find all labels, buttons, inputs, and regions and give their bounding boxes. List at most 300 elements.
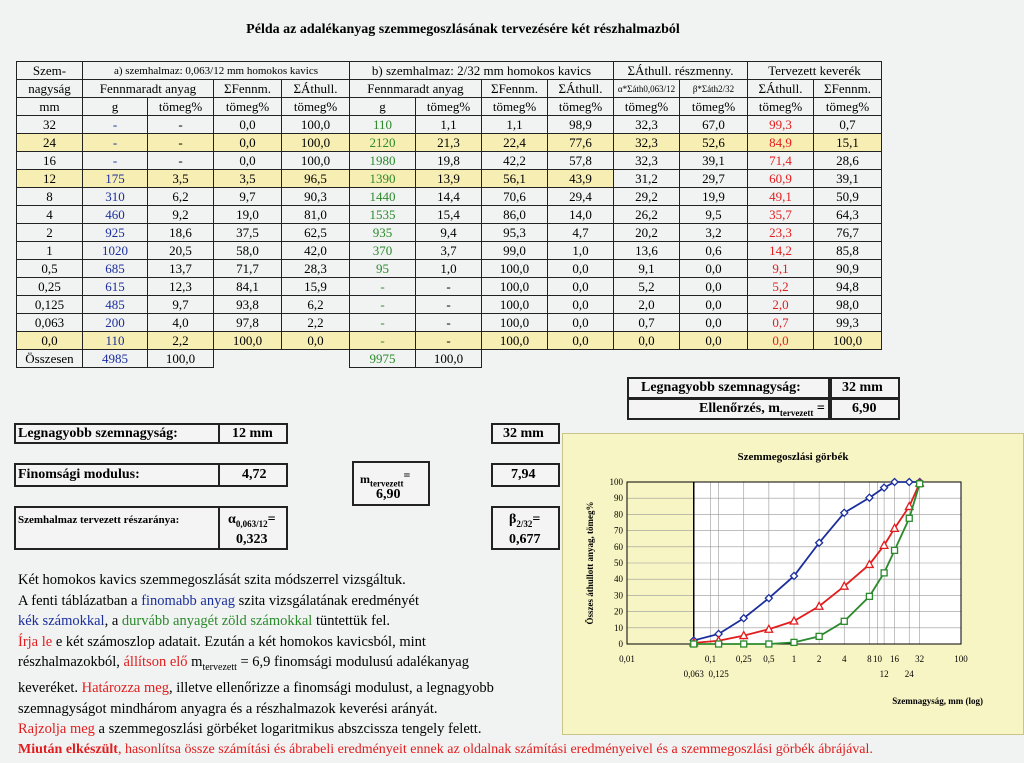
y-tick-label: 30 [614, 590, 623, 601]
table-cell: 1,0 [548, 242, 614, 260]
fineness-label: Finomsági modulus: [18, 467, 140, 482]
table-cell: 29,7 [680, 170, 748, 188]
table-cell: 56,1 [482, 170, 548, 188]
table-cell: 28,3 [282, 260, 350, 278]
header-cell: ΣFennm. [814, 80, 882, 98]
table-row [17, 170, 882, 188]
table-cell: 15,1 [814, 134, 882, 152]
table-cell: 86,0 [482, 206, 548, 224]
table-cell: 2 [17, 224, 83, 242]
table-cell: 1020 [83, 242, 148, 260]
table-cell: 0,0 [680, 332, 748, 350]
empty-cell [214, 350, 282, 368]
header-cell: ΣFennm. [482, 80, 548, 98]
table-cell: - [83, 134, 148, 152]
y-tick-label: 70 [614, 525, 623, 536]
total-a-g: 4985 [83, 350, 148, 368]
max-size-a-box [218, 423, 288, 444]
text-segment: keveréket. [18, 680, 82, 697]
table-cell: 39,1 [680, 152, 748, 170]
table-cell: 3,2 [680, 224, 748, 242]
table-cell: 100,0 [814, 332, 882, 350]
x-tick-label: 0,5 [763, 654, 775, 664]
table-cell: 15,4 [416, 206, 482, 224]
data-point [906, 515, 912, 521]
y-tick-label: 40 [614, 574, 623, 585]
table-cell: 460 [83, 206, 148, 224]
table-cell: 70,6 [482, 188, 548, 206]
table-cell: 0,0 [214, 116, 282, 134]
header-unit-cell: tömeg% [548, 98, 614, 116]
table-cell: 99,3 [748, 116, 814, 134]
y-tick-label: 60 [614, 541, 623, 552]
y-tick-label: 90 [614, 493, 623, 504]
max-size-label: Legnagyobb szemnagyság: [18, 426, 178, 441]
alpha-symbol: α [228, 512, 236, 527]
m-target-label-eq: = [403, 468, 411, 482]
table-cell: 0,0 [548, 332, 614, 350]
table-cell: 100,0 [282, 152, 350, 170]
header-cell: Tervezett keverék [748, 62, 882, 80]
table-cell: 29,4 [548, 188, 614, 206]
text-segment: tüntettük fel. [312, 613, 391, 629]
table-cell: 0,7 [748, 314, 814, 332]
x-tick-label: 8 [867, 654, 872, 664]
table-cell: 2,0 [614, 296, 680, 314]
table-cell: 935 [350, 224, 416, 242]
header-cell: ΣFennm. [214, 80, 282, 98]
table-cell: 19,0 [214, 206, 282, 224]
table-cell: 67,0 [680, 116, 748, 134]
table-body [17, 116, 882, 350]
text-segment: m [187, 654, 203, 670]
table-cell: 85,8 [814, 242, 882, 260]
table-total-row [17, 350, 882, 368]
table-cell: 0,0 [748, 332, 814, 350]
table-cell: 9,1 [748, 260, 814, 278]
table-cell: 175 [83, 170, 148, 188]
header-cell: ΣÁthull. [282, 80, 350, 98]
text-segment: , illetve ellenőrizze a finomsági modulust, a legnagyobb [168, 680, 494, 697]
header-unit-cell: tömeg% [282, 98, 350, 116]
table-cell: 26,2 [614, 206, 680, 224]
x-tick-label: 0,125 [708, 669, 729, 679]
table-cell: 0,0 [614, 332, 680, 350]
table-cell: 99,3 [814, 314, 882, 332]
total-b-pct: 100,0 [416, 350, 482, 368]
table-cell: 13,9 [416, 170, 482, 188]
table-cell: 84,9 [748, 134, 814, 152]
x-tick-label: 0,1 [704, 654, 717, 664]
m-target-label-text: m [360, 472, 370, 486]
x-tick-label: 24 [904, 669, 914, 679]
table-cell: 29,2 [614, 188, 680, 206]
table-cell: 9,4 [416, 224, 482, 242]
table-cell: 62,5 [282, 224, 350, 242]
text-segment-red: állítson elő [123, 654, 188, 670]
table-cell: 14,0 [548, 206, 614, 224]
table-cell: 100,0 [282, 134, 350, 152]
beta-value: 0,677 [509, 532, 541, 547]
m-target-box [352, 461, 430, 506]
table-cell: 12,3 [148, 278, 214, 296]
table-cell: 0,0 [680, 260, 748, 278]
table-row [17, 278, 882, 296]
text-segment: szemnagyságot mindhárom anyagra és a részhalmazok keverési arányát. [18, 700, 438, 717]
sieve-table [16, 61, 882, 368]
max-size-mix-value-box [830, 377, 900, 399]
table-cell: 8 [17, 188, 83, 206]
total-b-g: 9975 [350, 350, 416, 368]
x-tick-label: 0,01 [619, 654, 635, 664]
page-title: Példa az adalékanyag szemmegoszlásának tervezésére két részhalmazból [246, 22, 680, 37]
table-cell: 35,7 [748, 206, 814, 224]
header-cell: ΣÁthull. [548, 80, 614, 98]
max-size-mix-value: 32 mm [842, 380, 883, 395]
table-cell: 16 [17, 152, 83, 170]
x-tick-label: 100 [954, 654, 968, 664]
table-cell: 57,8 [548, 152, 614, 170]
text-segment: szita vizsgálatának eredményét [235, 592, 420, 609]
table-cell: 98,0 [814, 296, 882, 314]
check-label-box [627, 398, 830, 420]
text-segment: e két számoszlop adatait. Ezután a két homokos kavicsból, mint [52, 633, 426, 650]
header-cell: α*Σáth0,063/12 [614, 80, 680, 98]
table-cell: - [416, 332, 482, 350]
table-cell: 4,0 [148, 314, 214, 332]
table-cell: 100,0 [214, 332, 282, 350]
table-cell: 76,7 [814, 224, 882, 242]
table-cell: 21,3 [416, 134, 482, 152]
table-cell: 50,9 [814, 188, 882, 206]
table-cell: 100,0 [282, 116, 350, 134]
table-cell: - [416, 278, 482, 296]
table-cell: 110 [83, 332, 148, 350]
fineness-label-box [14, 463, 220, 487]
total-a-pct: 100,0 [148, 350, 214, 368]
header-cell: nagyság [17, 80, 83, 98]
header-unit-cell: tömeg% [148, 98, 214, 116]
table-cell: 58,0 [214, 242, 282, 260]
table-cell: 2120 [350, 134, 416, 152]
table-cell: 39,1 [814, 170, 882, 188]
table-row [17, 260, 882, 278]
table-cell: 100,0 [482, 332, 548, 350]
table-cell: 100,0 [482, 314, 548, 332]
table-cell: 96,5 [282, 170, 350, 188]
header-cell: Fennmaradt anyag [83, 80, 214, 98]
table-cell: 32,3 [614, 134, 680, 152]
header-cell: ΣÁthull. [748, 80, 814, 98]
data-point [917, 481, 923, 487]
instructions-text [18, 570, 1018, 760]
table-cell: 49,1 [748, 188, 814, 206]
table-header-row-1 [17, 62, 882, 80]
table-cell: 3,7 [416, 242, 482, 260]
table-cell: 3,5 [214, 170, 282, 188]
text-line [18, 591, 1018, 612]
table-cell: 0,0 [214, 152, 282, 170]
x-tick-label: 0,063 [683, 669, 704, 679]
table-cell: 4 [17, 206, 83, 224]
table-cell: 1,1 [416, 116, 482, 134]
table-cell: 1980 [350, 152, 416, 170]
table-cell: 32 [17, 116, 83, 134]
table-cell: 13,6 [614, 242, 680, 260]
table-cell: - [350, 332, 416, 350]
check-value-box [830, 398, 900, 420]
table-cell: 0,0 [17, 332, 83, 350]
ratio-label: Szemhalmaz tervezett részaránya: [18, 514, 180, 526]
table-row [17, 188, 882, 206]
table-cell: 18,6 [148, 224, 214, 242]
beta-box [491, 506, 560, 550]
table-row [17, 296, 882, 314]
table-cell: 98,9 [548, 116, 614, 134]
y-tick-label: 50 [614, 558, 623, 568]
table-cell: 0,6 [680, 242, 748, 260]
m-target-label [360, 468, 410, 488]
table-cell: - [350, 296, 416, 314]
table-row [17, 224, 882, 242]
max-size-mix-label: Legnagyobb szemnagyság: [641, 380, 801, 395]
table-cell: 0,5 [17, 260, 83, 278]
max-size-b-value: 32 mm [503, 426, 544, 441]
total-label: Összesen [17, 350, 83, 368]
text-line [18, 678, 1018, 699]
table-cell: - [148, 134, 214, 152]
table-cell: 100,0 [482, 296, 548, 314]
beta-symbol: β [509, 512, 517, 527]
table-cell: 0,0 [214, 134, 282, 152]
table-cell: 9,1 [614, 260, 680, 278]
table-cell: 90,9 [814, 260, 882, 278]
table-cell: 52,6 [680, 134, 748, 152]
table-cell: 925 [83, 224, 148, 242]
table-cell: 1,0 [416, 260, 482, 278]
table-cell: 95,3 [482, 224, 548, 242]
table-cell: 60,9 [748, 170, 814, 188]
table-cell: 6,2 [282, 296, 350, 314]
table-cell: 2,0 [748, 296, 814, 314]
table-cell: 0,0 [548, 314, 614, 332]
table-cell: 81,0 [282, 206, 350, 224]
table-row [17, 134, 882, 152]
table-cell: 0,0 [680, 314, 748, 332]
header-cell: a) szemhalmaz: 0,063/12 mm homokos kavics [83, 62, 350, 80]
m-target-value: 6,90 [376, 487, 401, 502]
check-label-sub: tervezett [779, 407, 814, 418]
text-line [18, 611, 1018, 632]
table-cell: 32,3 [614, 116, 680, 134]
table-cell: 14,4 [416, 188, 482, 206]
fineness-b-box [491, 463, 560, 487]
data-point [892, 547, 898, 553]
m-target-label-sub: tervezett [370, 478, 404, 489]
table-cell: 19,8 [416, 152, 482, 170]
header-unit-cell: tömeg% [748, 98, 814, 116]
table-cell: 0,0 [680, 278, 748, 296]
text-segment: a szemmegoszlási görbéket logaritmikus abszcissza tengely felett. [94, 721, 482, 738]
text-segment-red: Rajzolja meg [18, 721, 95, 738]
table-cell: 0,0 [548, 296, 614, 314]
table-cell: 0,7 [814, 116, 882, 134]
table-cell: 19,9 [680, 188, 748, 206]
table-row [17, 206, 882, 224]
table-cell: 23,3 [748, 224, 814, 242]
table-row [17, 242, 882, 260]
y-tick-label: 0 [618, 639, 623, 649]
text-segment-blue: kék számokkal [18, 613, 105, 629]
table-row [17, 116, 882, 134]
beta-sub: 2/32 [516, 518, 533, 529]
table-cell: - [148, 116, 214, 134]
header-unit-cell: mm [17, 98, 83, 116]
x-axis-label: Szemnagyság, mm (log) [892, 696, 983, 706]
text-line [18, 719, 1018, 740]
table-header-row-3 [17, 98, 882, 116]
table-cell: - [416, 314, 482, 332]
table-cell: 2,2 [282, 314, 350, 332]
table-cell: 6,2 [148, 188, 214, 206]
text-line [18, 570, 1018, 591]
max-size-label-box [14, 423, 220, 444]
y-tick-label: 10 [614, 622, 623, 633]
table-cell: 22,4 [482, 134, 548, 152]
table-cell: 32,3 [614, 152, 680, 170]
header-unit-cell: tömeg% [482, 98, 548, 116]
text-line [18, 699, 1018, 720]
table-cell: 0,0 [548, 260, 614, 278]
y-axis-label: Összes áthullott anyag, tömeg% [585, 501, 595, 625]
header-cell: β*Σáth2/32 [680, 80, 748, 98]
table-cell: - [148, 152, 214, 170]
max-size-a-value: 12 mm [232, 426, 273, 441]
table-cell: 0,25 [17, 278, 83, 296]
table-cell: 14,2 [748, 242, 814, 260]
text-segment-red: Miután elkészült [18, 741, 118, 757]
table-cell: 1535 [350, 206, 416, 224]
max-size-b-box [491, 423, 560, 444]
x-tick-label: 0,25 [735, 654, 752, 664]
table-cell: 0,0 [282, 332, 350, 350]
empty-cell [482, 350, 882, 368]
text-segment: = 6,9 finomsági modulusú adalékanyag [236, 654, 469, 670]
text-line [18, 652, 1018, 678]
table-cell: 1 [17, 242, 83, 260]
y-tick-label: 100 [609, 477, 623, 487]
fineness-a-box [218, 463, 288, 487]
table-cell: 94,8 [814, 278, 882, 296]
header-unit-cell: tömeg% [416, 98, 482, 116]
x-tick-label: 16 [890, 654, 900, 664]
table-cell: 110 [350, 116, 416, 134]
table-cell: 20,2 [614, 224, 680, 242]
table-cell: 485 [83, 296, 148, 314]
table-cell: 100,0 [482, 278, 548, 296]
table-cell: 1390 [350, 170, 416, 188]
table-cell: 9,7 [148, 296, 214, 314]
check-value: 6,90 [852, 401, 877, 416]
table-cell: 95 [350, 260, 416, 278]
table-cell: - [416, 296, 482, 314]
y-tick-label: 80 [614, 509, 623, 520]
x-tick-label: 1 [791, 654, 797, 664]
alpha-eq: = [267, 512, 276, 527]
table-cell: - [83, 152, 148, 170]
text-line [18, 740, 1018, 761]
table-cell: 100,0 [482, 260, 548, 278]
table-cell: 0,063 [17, 314, 83, 332]
table-cell: 31,2 [614, 170, 680, 188]
text-segment-red: Írja le [18, 633, 53, 650]
text-subscript: tervezett [202, 661, 237, 673]
header-unit-cell: tömeg% [814, 98, 882, 116]
table-cell: 9,7 [214, 188, 282, 206]
check-label-text: Ellenőrzés, m [699, 401, 780, 416]
table-cell: 200 [83, 314, 148, 332]
header-cell: ΣÁthull. részmenny. [614, 62, 748, 80]
table-cell: 4,7 [548, 224, 614, 242]
x-tick-label: 10 [873, 654, 882, 664]
table-cell: - [350, 314, 416, 332]
header-cell: Szem- [17, 62, 83, 80]
x-tick-label: 2 [816, 654, 822, 664]
table-cell: 9,2 [148, 206, 214, 224]
table-cell: 310 [83, 188, 148, 206]
text-segment-red: , hasonlítsa össze számítási és ábrabeli eredményeit ennek az oldalnak számítási eredményeivel és a szemmegoszlási görbék ábrájával. [117, 741, 873, 757]
y-tick-label: 20 [614, 606, 623, 617]
header-cell: Fennmaradt anyag [350, 80, 482, 98]
table-cell: 0,0 [680, 296, 748, 314]
table-header-row-2 [17, 80, 882, 98]
text-line [18, 632, 1018, 653]
text-segment: Két homokos kavics szemmegoszlását szita módszerrel vizsgáltuk. [18, 572, 406, 588]
table-row [17, 314, 882, 332]
header-unit-cell: tömeg% [214, 98, 282, 116]
table-cell: 20,5 [148, 242, 214, 260]
table-cell: 2,2 [148, 332, 214, 350]
text-segment: A fenti táblázatban a [18, 592, 142, 609]
table-row [17, 332, 882, 350]
text-segment-blue: finomabb anyag [141, 592, 236, 609]
text-segment-green: durvább anyagét zöld számokkal [121, 613, 313, 629]
table-cell: - [350, 278, 416, 296]
table-cell: 0,0 [548, 278, 614, 296]
table-cell: 93,8 [214, 296, 282, 314]
table-cell: 9,5 [680, 206, 748, 224]
table-cell: 42,0 [282, 242, 350, 260]
header-unit-cell: tömeg% [614, 98, 680, 116]
table-row [17, 152, 882, 170]
table-cell: 24 [17, 134, 83, 152]
header-cell: b) szemhalmaz: 2/32 mm homokos kavics [350, 62, 614, 80]
header-unit-cell: g [83, 98, 148, 116]
table-cell: 71,4 [748, 152, 814, 170]
table-cell: 84,1 [214, 278, 282, 296]
table-cell: 0,7 [614, 314, 680, 332]
text-segment: , a [104, 613, 122, 629]
x-tick-label: 4 [842, 654, 847, 664]
empty-cell [282, 350, 350, 368]
table-cell: 370 [350, 242, 416, 260]
alpha-box [218, 506, 288, 550]
table-cell: - [83, 116, 148, 134]
max-size-mix-label-box [627, 377, 830, 399]
table-cell: 99,0 [482, 242, 548, 260]
check-label-eq: = [813, 401, 825, 416]
table-cell: 13,7 [148, 260, 214, 278]
